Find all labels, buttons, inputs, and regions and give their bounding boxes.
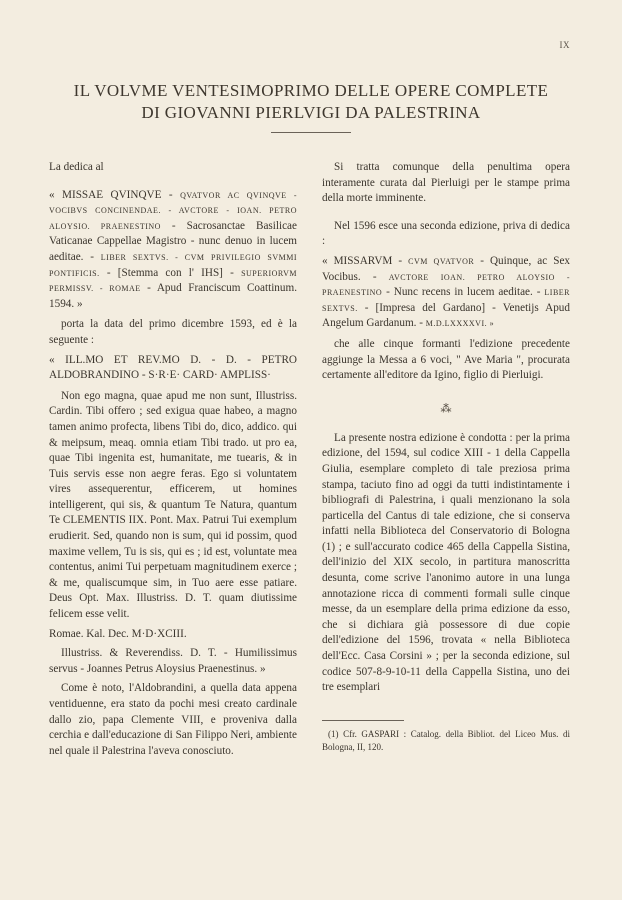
quote-text: « MISSARVM -	[322, 254, 409, 267]
page-title	[40, 80, 582, 124]
footnote-divider	[322, 720, 404, 721]
quote-text: « MISSAE QVINQVE -	[49, 188, 181, 201]
quote-text: - Sacrosanctae Basilicae Vaticanae Cappellae Magistro - nunc denuo in lucem aeditae. -	[49, 219, 297, 263]
quote-text: - [Stemma con l' IHS] -	[99, 266, 242, 279]
quote-smallcaps: M.D.LXXXXVI. »	[425, 319, 495, 329]
right-column	[322, 160, 570, 700]
quote-text: - [Impresa del Gardano] - Venetijs Apud Angelum Gardanum. -	[322, 301, 570, 330]
title-divider	[271, 132, 351, 133]
quote-smallcaps: CVM QVATVOR	[408, 256, 475, 266]
footnote: (1) Cfr. GASPARI : Catalog. della Bibliot. del Liceo Mus. di Bologna, II, 120.	[322, 729, 570, 752]
dedication-date: Romae. Kal. Dec. M·D·XCIII.	[49, 627, 187, 640]
quote-text: - Apud Franciscum Coattinum. 1594. »	[49, 282, 297, 310]
dedication-signature: Illustriss. & Reverendiss. D. T. - Humilissimus servus - Joannes Petrus Aloysius Praenestinus. »	[49, 647, 297, 675]
asterism-divider: ⁂	[440, 402, 452, 415]
page-number: IX	[559, 40, 570, 50]
paragraph: Come è noto, l'Aldobrandini, a quella data appena ventiduenne, era stato da pochi mesi creato cardinale dallo zio, papa Clemente VIII, e proveniva dalla cerchia e dall'educazione di San Filippo Neri, ambiente nel quale il Palestrina l'aveva conosciuto.	[49, 682, 297, 757]
paragraph-intro: La dedica al	[49, 161, 104, 173]
paragraph: che alle cinque formanti l'edizione precedente aggiunge la Messa a 6 voci, " Ave Maria ", procurata certamente all'editore da Igino, figlio di Pierluigi.	[322, 337, 570, 382]
quote-text: - Nunc recens in lucem aeditae. -	[382, 286, 545, 299]
quote-smallcaps: LIBER SEXTVS.	[322, 288, 570, 313]
paragraph: Nel 1596 esce una seconda edizione, priva di dedica :	[322, 219, 570, 248]
quote-text: - Quinque, ac Sex Vocibus. -	[322, 254, 570, 283]
title-line-1: IL VOLVME VENTESIMOPRIMO DELLE OPERE COMPLETE	[73, 81, 549, 100]
paragraph: La presente nostra edizione è condotta : per la prima edizione, del 1594, sul codice XIII - 1 della Cappella Giulia, esemplare completo di tale preziosa prima stampa, taciuto fino ad oggi da tutti indistintamente i bibliografi di Palestrina, i quali menzionano la sola particella del Cantus di tale edizione, che si conserva infatti nella Biblioteca del Conservatorio di Bologna (1) ; e sull'accurato codice 465 della Cappella Sistina, dell'inizio del XIX secolo, in partitura manoscritta desunta, come scrive l'anonimo autore in una lunga annotazione ricca di commenti formali sulle cinque messe, da un esemplare della prima edizione da esso, che si dichiara già possessore di due copie dell'edizione del 1596, trovata « nella Biblioteca dell'Ecc. Casa Corsini » ; per la seconda edizione, sul codice 507-8-9-10-11 della Cappella Sistina, uno dei tre esemplari	[322, 431, 570, 694]
quote-smallcaps: QVATVOR AC QVINQVE - VOCIBVS CONCINENDAE. - AVCTORE - IOAN. PETRO ALOYSIO. PRAENESTINO	[49, 190, 298, 231]
quote-smallcaps: SUPERIORVM PERMISSV. - ROMAE	[49, 268, 297, 294]
title-page-quote	[49, 188, 297, 313]
paragraph: porta la data del primo dicembre 1593, ed è la seguente :	[49, 318, 297, 346]
left-column	[49, 160, 297, 763]
paragraph: Si tratta comunque della penultima opera interamente curata dal Pierluigi per le stampe prima della morte imminente.	[322, 161, 570, 205]
dedication-text: Non ego magna, quae apud me non sunt, Illustriss. Cardin. Tibi offero ; sed exigua quae habeo, a magno tamen animo profecta, libens Tibi do, dico, addico. qui & meipsum, meaq. omnia etiam Tibi trado. ut pro ea, quae Tibi ingenita est, humanitate, me tuearis, & in Tuis servis esse non aegre feras. Ego si voluntatem vires assequerentur, efficerem, ut homines intelligerent, qui sis, & quantum Te Natura, quantum Te CLEMENTIS IIX. Pont. Max. Patrui Tui exemplum erudierit. Sed, quando non is sum, qui id possim, quod maxime vellem, Tu is sis, qui es ; id est, voluntate mea contentus, animi Tui perpetuam magnitudinem exerce ; & me, qualiscumque sim, in Tuo aere esse patiare. Deus Opt. Max. Illustriss. D. T. quam diutissime felicem esse velit.	[49, 389, 297, 621]
quote-smallcaps: AVCTORE IOAN. PETRO ALOYSIO - PRAENESTINO	[322, 272, 570, 298]
title-line-2: DI GIOVANNI PIERLVIGI DA PALESTRINA	[141, 103, 481, 122]
quote-smallcaps: LIBER SEXTVS. - CVM PRIVILEGIO SVMMI PONTIFICIS.	[49, 252, 297, 278]
dedication-heading: « ILL.MO ET REV.MO D. - D. - PETRO ALDOBRANDINO - S·R·E· CARD· AMPLISS·	[49, 353, 297, 382]
second-edition-quote	[322, 254, 570, 332]
